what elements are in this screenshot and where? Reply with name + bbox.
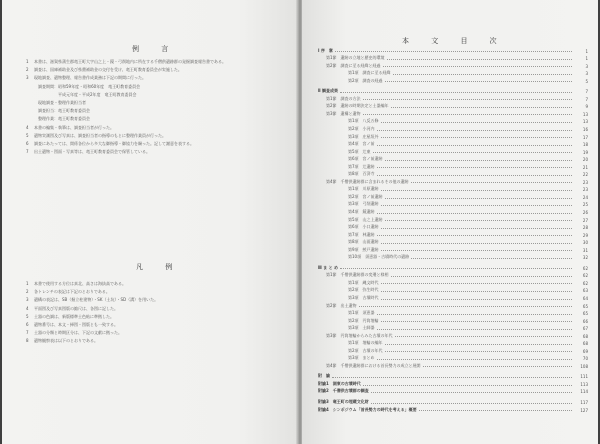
toc-leader-dots xyxy=(373,152,572,153)
toc-leader-dots xyxy=(381,205,572,206)
intro-paragraph-line xyxy=(26,91,288,99)
notes-title: 凡 例 xyxy=(136,263,183,271)
toc-leader-dots xyxy=(381,137,572,138)
toc-leader-dots xyxy=(381,243,572,244)
intro-paragraph-text: 遺物実測図及び写真は、調査担当者の指導のもとに整理作業員が行った。 xyxy=(34,132,166,138)
toc-entry-label: 第4節 千僧供遺跡群に含まれるその他の遺跡 xyxy=(326,178,409,184)
intro-paragraph-number: 4 xyxy=(26,124,29,130)
intro-paragraph-text: 整理作業：竜王町教育委員会 xyxy=(34,116,90,122)
toc-leader-dots xyxy=(381,321,572,322)
toc-leader-dots xyxy=(377,329,572,330)
toc-entry-page: 32 xyxy=(582,255,588,261)
toc-entry xyxy=(318,260,588,271)
toc-entry xyxy=(318,76,588,84)
toc-entry-page: 23 xyxy=(582,187,588,193)
toc-entry-label: 第3項 庄屋垣外 xyxy=(348,133,379,139)
toc-leader-dots xyxy=(381,291,572,292)
toc-leader-dots xyxy=(385,344,572,345)
toc-entry-page: 5 xyxy=(585,78,588,84)
toc-leader-dots xyxy=(377,314,572,315)
toc-leader-dots xyxy=(371,403,572,404)
toc-entry xyxy=(318,331,588,339)
toc-entry-page: 16 xyxy=(582,126,588,132)
toc-entry-label: 第3項 古墳時代 xyxy=(348,294,379,300)
toc-entry-label: 第2項 古墳の年代 xyxy=(348,347,383,353)
toc-entry-label: 第2節 出土遺物 xyxy=(326,302,357,308)
intro-paragraph-line xyxy=(26,66,288,74)
toc-entry-label: 第8項 山面遺跡 xyxy=(348,239,379,245)
toc-entry-label: 第8項 百済寺 xyxy=(348,171,375,177)
toc-entry xyxy=(318,324,588,332)
toc-entry xyxy=(318,301,588,309)
toc-entry-page: 7 xyxy=(585,96,588,102)
toc-leader-dots xyxy=(377,359,572,360)
toc-entry-label: 第1節 遺跡の立地と歴史的環境 xyxy=(326,55,385,61)
intro-paragraph-text: 出土遺物・図面・写真等は、竜王町教育委員会で保管している。 xyxy=(34,149,150,155)
toc-entry xyxy=(318,124,588,132)
toc-entry xyxy=(318,84,588,95)
toc-leader-dots xyxy=(393,74,572,75)
intro-paragraph-line xyxy=(26,140,288,148)
toc-leader-dots xyxy=(419,410,572,411)
notes-paragraph-number: 4 xyxy=(26,305,29,311)
toc-leader-dots xyxy=(377,235,572,236)
toc-entry-page: 28 xyxy=(582,225,588,231)
toc-entry xyxy=(318,223,588,231)
toc-entry xyxy=(318,271,588,279)
toc-entry-label: 第1項 須恵器 xyxy=(348,310,375,316)
toc-entry xyxy=(318,339,588,347)
notes-paragraphs xyxy=(26,280,288,346)
toc-entry-page: 127 xyxy=(580,407,588,413)
toc-entry-page: 3 xyxy=(585,71,588,77)
notes-paragraph-line xyxy=(26,321,288,329)
toc-entry-label: 第3節 円筒埴輪からみた古墳の年代 xyxy=(326,332,393,338)
toc-leader-dots xyxy=(363,99,572,100)
toc-leader-dots xyxy=(387,59,572,60)
toc-entry-label: 第4項 鏡遺跡 xyxy=(348,208,375,214)
toc-title: 本 文 目 次 xyxy=(402,37,507,45)
toc-entry-label: 附論1 湖東の古墳時代 xyxy=(318,380,361,386)
book-spread xyxy=(2,0,598,444)
toc-entry-page: 23 xyxy=(582,179,588,185)
toc-entry-label: 第2項 小河内 xyxy=(348,125,375,131)
intro-paragraph-number xyxy=(26,115,34,123)
toc-entry-page: 68 xyxy=(582,341,588,347)
toc-entry xyxy=(318,207,588,215)
toc-entry-page: 25 xyxy=(582,202,588,208)
toc-entry xyxy=(318,278,588,286)
intro-title: 例 言 xyxy=(132,45,179,53)
intro-paragraph-line xyxy=(26,132,288,140)
toc-entry-label: 附論3 竜王町の埋蔵文化財 xyxy=(318,398,369,404)
toc-entry-label: 第9項 綾戸遺跡 xyxy=(348,246,379,252)
toc-entry-page: 7 xyxy=(585,89,588,95)
notes-paragraph-line xyxy=(26,296,288,304)
toc-entry-page: 3 xyxy=(585,63,588,69)
intro-paragraph-text: 調査は、国庫補助金及び県費補助金の交付を受け、竜王町教育委員会が実施した。 xyxy=(34,67,182,73)
intro-paragraph-number xyxy=(26,99,34,107)
toc-leader-dots xyxy=(391,107,572,108)
toc-entry xyxy=(318,215,588,223)
toc-entry xyxy=(318,155,588,163)
toc-entry-label: 第1項 埴輪の編年 xyxy=(348,340,383,346)
intro-paragraph-line xyxy=(26,74,288,82)
toc-entry-label: 第1項 八反五條 xyxy=(348,118,379,124)
toc-entry xyxy=(318,230,588,238)
toc-entry xyxy=(318,109,588,117)
intro-paragraph-number: 3 xyxy=(26,75,29,81)
toc-leader-dots xyxy=(332,377,572,378)
toc-entry-page: 68 xyxy=(582,333,588,339)
toc-leader-dots xyxy=(391,276,572,277)
toc-entry-page: 65 xyxy=(582,311,588,317)
toc-leader-dots xyxy=(381,228,572,229)
toc-entry xyxy=(318,293,588,301)
toc-leader-dots xyxy=(363,114,572,115)
toc-entry xyxy=(318,185,588,193)
toc-leader-dots xyxy=(377,130,572,131)
toc-leader-dots xyxy=(385,220,572,221)
toc-entry-label: 第2項 宮ノ前遺跡 xyxy=(348,193,383,199)
intro-paragraph-line xyxy=(26,107,288,115)
toc-entry xyxy=(318,316,588,324)
toc-leader-dots xyxy=(377,213,572,214)
toc-entry-label: 附論2 千僧供古墳群の調査 xyxy=(318,388,369,394)
toc-leader-dots xyxy=(340,268,572,269)
toc-entry-page: 117 xyxy=(580,399,588,405)
toc-leader-dots xyxy=(381,283,572,284)
intro-paragraph-number: 2 xyxy=(26,67,29,73)
toc-entry-page: 30 xyxy=(582,240,588,246)
intro-paragraph-text: 平成元年度・平成2年度 竜王町教育委員会 xyxy=(34,91,137,97)
toc-entry-page: 13 xyxy=(582,119,588,125)
intro-paragraph-line xyxy=(26,115,288,123)
toc-entry-page: 9 xyxy=(585,104,588,110)
toc-entry-page: 62 xyxy=(582,280,588,286)
toc-entry xyxy=(318,379,588,387)
toc-entry-label: Ⅱ 調査成果 xyxy=(318,88,339,94)
toc-entry xyxy=(318,102,588,110)
toc-leader-dots xyxy=(377,175,572,176)
toc-leader-dots xyxy=(340,92,572,93)
toc-entry-page: 66 xyxy=(582,318,588,324)
toc-entry-label: Ⅲ ま と め xyxy=(318,264,338,270)
intro-paragraph-number: 1 xyxy=(26,59,29,64)
toc-entry-page: 1 xyxy=(585,56,588,62)
toc-entry-label: 附 論 xyxy=(318,373,330,379)
notes-paragraph-text: 各トレンチの表記は下記のとおりである。 xyxy=(34,289,110,295)
notes-paragraph-line xyxy=(26,337,288,345)
toc-entry-page: 26 xyxy=(582,209,588,215)
toc-entry xyxy=(318,140,588,148)
toc-entry-page: 17 xyxy=(582,134,588,140)
toc-entry-page: 27 xyxy=(582,217,588,223)
intro-paragraph-line xyxy=(26,99,288,107)
intro-paragraph-text: 現地調査、遺物整理、報告書作成業務は下記の期間に行った。 xyxy=(34,75,146,81)
toc-entry-page: 22 xyxy=(582,172,588,178)
toc-entry xyxy=(318,132,588,140)
toc-entry xyxy=(318,394,588,405)
toc-entry xyxy=(318,200,588,208)
toc-entry-label: 第7項 林遺跡 xyxy=(348,231,375,237)
intro-paragraph-line xyxy=(26,83,288,91)
toc-entry-page: 69 xyxy=(582,348,588,354)
toc-leader-dots xyxy=(381,190,572,191)
toc-entry xyxy=(318,192,588,200)
toc-entry-label: 第2項 円筒埴輪 xyxy=(348,317,379,323)
toc-entry-page: 19 xyxy=(582,149,588,155)
toc-entry-label: 第6項 小口遺跡 xyxy=(348,224,379,230)
toc-entry-page: 13 xyxy=(582,111,588,117)
toc-entry-page: 62 xyxy=(582,273,588,279)
notes-paragraph-line xyxy=(26,280,288,288)
table-of-contents xyxy=(318,46,588,413)
toc-entry-page: 62 xyxy=(582,265,588,271)
intro-paragraph-text: 調査担当：竜王町教育委員会 xyxy=(34,108,90,114)
toc-leader-dots xyxy=(363,385,572,386)
toc-entry-label: 第4節 千僧供遺跡群における首長勢力の成立と展開 xyxy=(326,362,421,368)
intro-paragraph-number xyxy=(26,107,34,115)
toc-leader-dots xyxy=(411,258,572,259)
toc-entry-label: 第5項 辻東 xyxy=(348,148,371,154)
notes-paragraph-line xyxy=(26,288,288,296)
toc-entry xyxy=(318,117,588,125)
toc-entry-label: 第3項 まとめ xyxy=(348,355,375,361)
intro-paragraph-line xyxy=(26,148,288,156)
toc-entry-page: 65 xyxy=(582,303,588,309)
toc-entry xyxy=(318,387,588,395)
toc-leader-dots xyxy=(411,182,572,183)
toc-leader-dots xyxy=(371,392,572,393)
intro-paragraph-number: 6 xyxy=(26,141,29,147)
toc-entry-page: 64 xyxy=(582,295,588,301)
toc-leader-dots xyxy=(385,198,572,199)
toc-entry-page: 18 xyxy=(582,142,588,148)
toc-entry xyxy=(318,369,588,380)
toc-entry-page: 113 xyxy=(580,381,588,387)
notes-paragraph-number: 2 xyxy=(26,289,29,295)
toc-entry-label: 第7項 辻遺跡 xyxy=(348,163,375,169)
notes-paragraph-number: 6 xyxy=(26,322,29,328)
notes-paragraph-text: 土器の色調は、新版標準土色帖に準拠した。 xyxy=(34,313,114,319)
toc-entry xyxy=(318,61,588,69)
toc-leader-dots xyxy=(381,250,572,251)
toc-entry-label: 第1項 縄文時代 xyxy=(348,279,379,285)
toc-entry xyxy=(318,170,588,178)
toc-entry xyxy=(318,309,588,317)
toc-entry xyxy=(318,253,588,261)
toc-entry-label: 第2項 調査の経過 xyxy=(348,77,383,83)
toc-entry-label: 第6項 宮ノ前遺跡 xyxy=(348,156,383,162)
toc-entry-page: 20 xyxy=(582,157,588,163)
toc-entry xyxy=(318,286,588,294)
toc-entry-label: 第2項 弥生時代 xyxy=(348,287,379,293)
intro-paragraph-number xyxy=(26,91,34,99)
intro-paragraphs xyxy=(26,58,288,156)
toc-entry-label: 第1節 調査の方法 xyxy=(326,95,361,101)
toc-leader-dots xyxy=(385,160,572,161)
toc-entry-page: 67 xyxy=(582,326,588,332)
toc-entry xyxy=(318,245,588,253)
toc-leader-dots xyxy=(385,81,572,82)
toc-entry-label: 第3項 弓削遺跡 xyxy=(348,201,379,207)
notes-paragraph-text: 遺物番号は、本文・挿図・図版とも一致する。 xyxy=(34,322,118,328)
left-page xyxy=(2,0,298,444)
intro-paragraph-line xyxy=(26,124,288,132)
toc-leader-dots xyxy=(377,145,572,146)
toc-leader-dots xyxy=(381,299,572,300)
notes-paragraph-number: 7 xyxy=(26,330,29,336)
intro-paragraph-number: 5 xyxy=(26,132,29,138)
right-page xyxy=(302,0,598,444)
notes-paragraph-line xyxy=(26,305,288,313)
toc-entry-page: 21 xyxy=(582,164,588,170)
intro-paragraph-number xyxy=(26,83,34,91)
toc-entry-page: 108 xyxy=(580,363,588,369)
toc-entry xyxy=(318,94,588,102)
toc-leader-dots xyxy=(385,351,572,352)
notes-paragraph-text: 土器の分類と時期区分は、下記の文献に拠った。 xyxy=(34,330,122,336)
toc-leader-dots xyxy=(395,336,572,337)
intro-paragraph-line xyxy=(26,58,288,66)
notes-paragraph-text: 平面図及び写真図版の縮尺は、各図に記した。 xyxy=(34,305,118,311)
toc-entry xyxy=(318,162,588,170)
toc-entry xyxy=(318,405,588,413)
toc-entry xyxy=(318,147,588,155)
toc-entry-label: 第4項 宮ノ前 xyxy=(348,141,375,147)
toc-entry xyxy=(318,46,588,54)
toc-entry-label: 第2節 遺跡の時期決定と土器編年 xyxy=(326,103,389,109)
notes-paragraph-text: 遺物観察表は以下のとおりである。 xyxy=(34,338,98,344)
toc-entry-label: 第1項 調査に至る経緯 xyxy=(348,70,391,76)
toc-leader-dots xyxy=(359,306,572,307)
toc-entry-page: 1 xyxy=(585,48,588,54)
toc-entry-label: 附論4 シンポジウム「首長勢力の時代を考える」概要 xyxy=(318,406,417,412)
notes-paragraph-number: 5 xyxy=(26,313,29,319)
toc-entry xyxy=(318,346,588,354)
toc-entry-label: 第1節 千僧供遺跡群の変遷と様相 xyxy=(326,272,389,278)
toc-entry xyxy=(318,361,588,369)
intro-paragraph-text: 調査にあたっては、関係各位から多大な御指導・御協力を賜った。記して謝意を表する。 xyxy=(34,141,194,147)
toc-entry-page: 24 xyxy=(582,194,588,200)
toc-entry-label: 第3節 遺構と遺物 xyxy=(326,110,361,116)
toc-leader-dots xyxy=(381,122,572,123)
toc-entry-label: 第2節 調査に至る経緯と経過 xyxy=(326,62,381,68)
notes-paragraph-number: 3 xyxy=(26,297,29,303)
toc-entry-page: 31 xyxy=(582,247,588,253)
notes-paragraph-text: 本書で使用する方位は真北、高さは海抜高である。 xyxy=(34,281,126,286)
toc-leader-dots xyxy=(377,167,572,168)
notes-paragraph-line xyxy=(26,313,288,321)
toc-entry-label: Ⅰ 序 章 xyxy=(318,47,333,53)
toc-entry xyxy=(318,54,588,62)
toc-leader-dots xyxy=(423,366,572,367)
toc-entry-page: 114 xyxy=(580,389,588,395)
toc-entry-page: 111 xyxy=(580,374,588,380)
toc-leader-dots xyxy=(335,51,572,52)
toc-entry-label: 第10項 須恵器・古墳時代の遺跡 xyxy=(348,254,410,260)
intro-paragraph-text: 本書の編集・執筆は、調査担当者が行った。 xyxy=(34,124,114,130)
notes-paragraph-line xyxy=(26,329,288,337)
intro-paragraph-text: 本書は、滋賀県蒲生郡竜王町大字山之上・鏡・弓削地内に所在する千僧供遺跡群の発掘調査報告書である。 xyxy=(34,59,226,64)
toc-entry xyxy=(318,177,588,185)
toc-entry xyxy=(318,238,588,246)
notes-paragraph-number: 8 xyxy=(26,338,29,344)
toc-entry-page: 29 xyxy=(582,232,588,238)
toc-entry xyxy=(318,69,588,77)
toc-entry xyxy=(318,354,588,362)
toc-entry-page: 70 xyxy=(582,356,588,362)
toc-entry-label: 第3項 土師器 xyxy=(348,325,375,331)
toc-entry-label: 第1項 川原遺跡 xyxy=(348,186,379,192)
toc-leader-dots xyxy=(383,66,572,67)
intro-paragraph-text: 現地調査・整理作業担当者 xyxy=(34,100,86,106)
toc-entry-label: 第5項 山之上遺跡 xyxy=(348,216,383,222)
notes-paragraph-text: 遺構の表記は、SB（掘立柱建物）・SK（土坑）・SD（溝）を用いた。 xyxy=(34,297,159,303)
toc-entry-page: 63 xyxy=(582,288,588,294)
intro-paragraph-text: 調査期間：昭和59年度・昭和60年度 竜王町教育委員会 xyxy=(34,83,141,89)
notes-paragraph-number: 1 xyxy=(26,281,29,286)
intro-paragraph-number: 7 xyxy=(26,149,29,155)
